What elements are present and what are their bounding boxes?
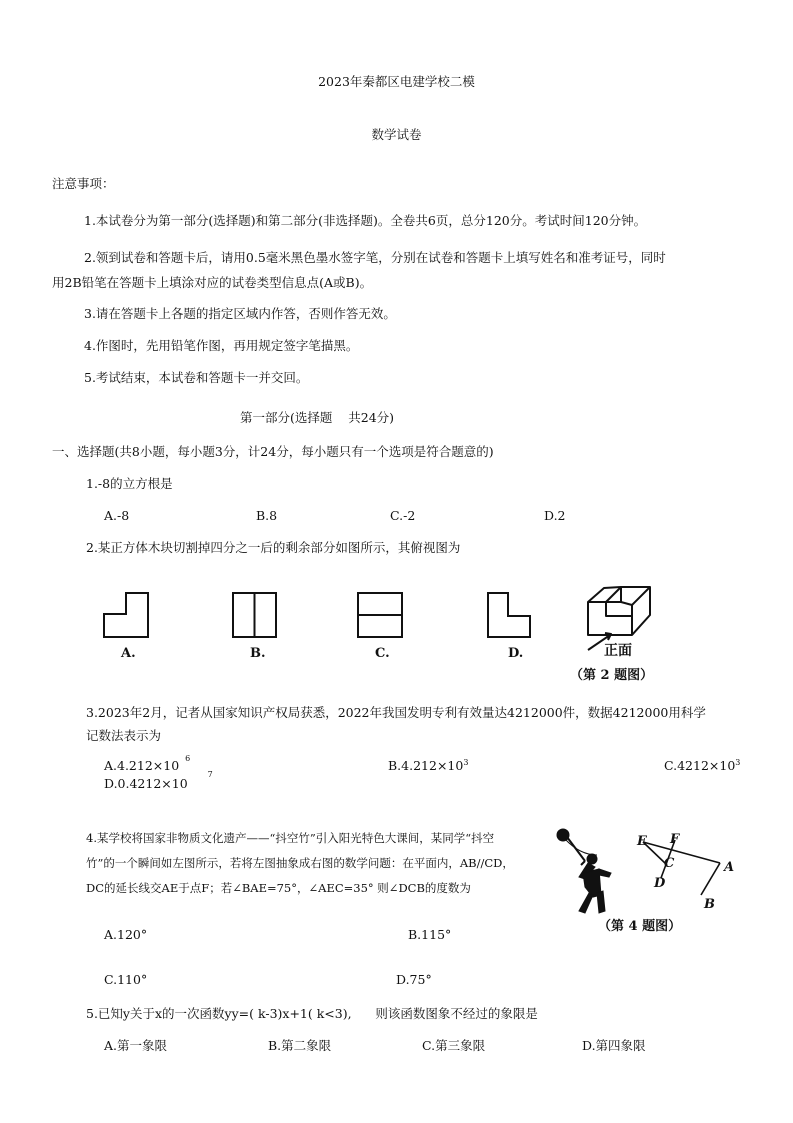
q2-label-c: C. <box>375 646 390 661</box>
q2-option-d-shape <box>488 593 530 637</box>
q4-point-b: B <box>704 897 715 912</box>
section-heading: 一、选择题(共8小题，每小题3分，计24分，每小题只有一个选项是符合题意的) <box>52 444 494 459</box>
q2-figure <box>0 580 793 680</box>
q5-option-c: C.第三象限 <box>422 1038 486 1053</box>
q1-option-c: C.-2 <box>390 508 416 523</box>
q5-stem: 5.已知y关于x的一次函数yy=( k-3)x+1( k<3), 则该函数图象不经过的象限是 <box>86 1006 538 1021</box>
q4-caption: （第 4 题图） <box>598 919 682 934</box>
q1-option-a: A.-8 <box>104 508 130 523</box>
notice-item-2: 2.领到试卷和答题卡后，请用0.5毫米黑色墨水签字笔，分别在试卷和答题卡上填写姓名和准考证号，同时 <box>84 250 666 265</box>
q3-stem-line1: 3.2023年2月，记者从国家知识产权局获悉，2022年我国发明专利有效量达4212000件，数据4212000用科学 <box>86 705 706 720</box>
notice-heading: 注意事项： <box>52 176 115 191</box>
q2-label-a: A. <box>121 646 136 661</box>
q4-point-d: D <box>654 876 666 891</box>
q1-option-d: D.2 <box>544 508 566 523</box>
exam-subtitle: 数学试卷 <box>371 127 422 142</box>
q2-stem: 2.某正方体木块切割掉四分之一后的剩余部分如图所示，其俯视图为 <box>86 540 461 555</box>
notice-item-3: 3.请在答题卡上各题的指定区域内作答，否则作答无效。 <box>84 306 396 321</box>
notice-item-4: 4.作图时，先用铅笔作图，再用规定签字笔描黑。 <box>84 338 359 353</box>
q4-point-c: C <box>664 856 675 871</box>
q3-option-d: $D.0.4212\times 10^7$ <box>104 770 213 792</box>
q4-stem-line2: 竹”的一个瞬间如左图所示，若将左图抽象成右图的数学问题：在平面内，AB//CD， <box>86 856 514 870</box>
q4-point-a: A <box>724 860 735 875</box>
q2-caption: （第 2 题图） <box>570 668 654 683</box>
q4-option-d: D.75° <box>396 972 432 987</box>
q4-point-e: E <box>637 834 647 849</box>
notice-item-2-cont: 用2B铅笔在答题卡上填涂对应的试卷类型信息点(A或B)。 <box>52 275 373 290</box>
q2-front-label: 正面 <box>604 643 632 659</box>
q3-option-c: $C.4212\times 10^3$ <box>664 758 741 774</box>
q4-stem-line1: 4.某学校将国家非物质文化遗产——“抖空竹”引入阳光特色大课间，某同学“抖空 <box>86 831 495 845</box>
notice-item-5: 5.考试结束，本试卷和答题卡一并交回。 <box>84 370 309 385</box>
q5-option-b: B.第二象限 <box>268 1038 332 1053</box>
exam-title: 2023年秦都区电建学校二模 <box>318 74 475 89</box>
q4-option-b: B.115° <box>408 927 452 942</box>
q4-person-silhouette <box>557 829 611 913</box>
q4-point-f: F <box>670 832 680 847</box>
q3-option-b: $B.4.212\times 10^3$ <box>388 758 469 774</box>
q4-stem-line3: DC的延长线交AE于点F；若∠BAE=75°，∠AEC=35° 则∠DCB的度数为 <box>86 881 471 895</box>
notice-item-1: 1.本试卷分为第一部分(选择题)和第二部分(非选择题)。全卷共6页，总分120分。考试时间120分钟。 <box>84 213 647 228</box>
q1-option-b: B.8 <box>256 508 278 523</box>
q4-option-c: C.110° <box>104 972 148 987</box>
q3-option-a: A.4.212×10 $^6$ <box>104 754 191 774</box>
q3-stem-line2: 记数法表示为 <box>86 728 162 743</box>
q1-stem: 1.-8的立方根是 <box>86 476 173 491</box>
q2-label-b: B. <box>250 646 266 661</box>
q4-option-a: A.120° <box>104 927 148 942</box>
q2-option-c-shape <box>358 593 402 637</box>
q2-option-a-shape <box>104 593 148 637</box>
q2-label-d: D. <box>508 646 524 661</box>
part1-title: 第一部分(选择题 共24分) <box>240 410 395 425</box>
q5-option-d: D.第四象限 <box>582 1038 646 1053</box>
q2-option-b-shape <box>233 593 276 637</box>
q5-option-a: A.第一象限 <box>104 1038 168 1053</box>
